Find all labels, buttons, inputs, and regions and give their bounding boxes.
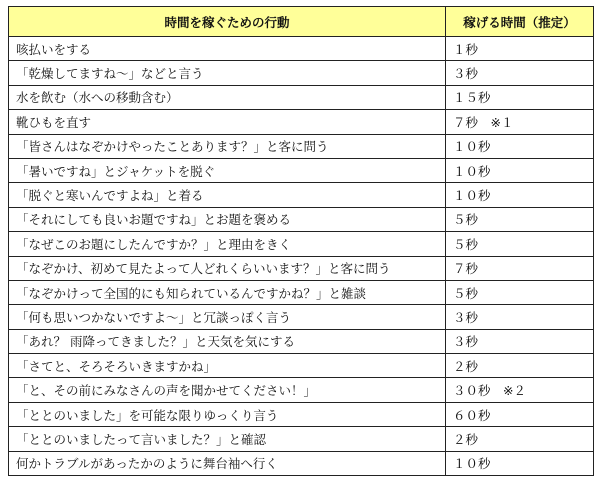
time-cell: ３秒: [446, 61, 594, 85]
time-cell: １０秒: [446, 451, 594, 475]
time-cell: ３秒: [446, 329, 594, 353]
header-action: 時間を稼ぐための行動: [9, 7, 446, 37]
action-cell: 「ととのいました」を可能な限りゆっくり言う: [9, 402, 446, 426]
action-cell: 水を飲む（水への移動含む）: [9, 85, 446, 109]
time-cell: １５秒: [446, 85, 594, 109]
action-cell: 「皆さんはなぞかけやったことあります？」と客に問う: [9, 134, 446, 158]
time-cell: ２秒: [446, 427, 594, 451]
time-cell: １０秒: [446, 158, 594, 182]
time-cell: ７秒 ※１: [446, 110, 594, 134]
action-cell: 「乾燥してますね～」などと言う: [9, 61, 446, 85]
action-cell: 「さてと、そろそろいきますかね」: [9, 354, 446, 378]
action-cell: 「なぜこのお題にしたんですか？」と理由をきく: [9, 232, 446, 256]
time-cell: １秒: [446, 37, 594, 61]
table-row: [9, 61, 594, 85]
time-cell: ６０秒: [446, 402, 594, 426]
table-row: [9, 427, 594, 451]
action-cell: 「何も思いつかないですよ～」と冗談っぽく言う: [9, 305, 446, 329]
table-row: [9, 329, 594, 353]
action-cell: 靴ひもを直す: [9, 110, 446, 134]
table-row: [9, 207, 594, 231]
action-cell: 「ととのいましたって言いました？」と確認: [9, 427, 446, 451]
action-cell: 「なぞかけ、初めて見たよって人どれくらいいます？」と客に問う: [9, 256, 446, 280]
table-row: [9, 256, 594, 280]
time-cell: ３０秒 ※２: [446, 378, 594, 402]
header-time: 稼げる時間（推定）: [446, 7, 594, 37]
action-cell: 「あれ？ 雨降ってきました？」と天気を気にする: [9, 329, 446, 353]
action-cell: 「と、その前にみなさんの声を聞かせてください！」: [9, 378, 446, 402]
table-header-row: [9, 7, 594, 37]
time-cell: １０秒: [446, 183, 594, 207]
time-cell: ２秒: [446, 354, 594, 378]
table-row: [9, 85, 594, 109]
table-row: [9, 158, 594, 182]
time-cell: ５秒: [446, 207, 594, 231]
table-row: [9, 354, 594, 378]
action-cell: 「なぞかけって全国的にも知られているんですかね？」と雑談: [9, 280, 446, 304]
table-row: [9, 183, 594, 207]
table-row: [9, 110, 594, 134]
table-row: [9, 134, 594, 158]
action-cell: 「脱ぐと寒いんですよね」と着る: [9, 183, 446, 207]
action-cell: 「それにしても良いお題ですね」とお題を褒める: [9, 207, 446, 231]
table-row: [9, 378, 594, 402]
time-cell: ７秒: [446, 256, 594, 280]
time-cell: ５秒: [446, 232, 594, 256]
action-cell: 何かトラブルがあったかのように舞台袖へ行く: [9, 451, 446, 475]
table-row: [9, 305, 594, 329]
action-cell: 咳払いをする: [9, 37, 446, 61]
table-row: [9, 37, 594, 61]
table-row: [9, 402, 594, 426]
table-row: [9, 232, 594, 256]
table-row: [9, 280, 594, 304]
action-cell: 「暑いですね」とジャケットを脱ぐ: [9, 158, 446, 182]
time-cell: ３秒: [446, 305, 594, 329]
time-cell: １０秒: [446, 134, 594, 158]
table-body: [9, 37, 594, 476]
time-stalling-table: [8, 6, 594, 476]
table-row: [9, 451, 594, 475]
time-cell: ５秒: [446, 280, 594, 304]
